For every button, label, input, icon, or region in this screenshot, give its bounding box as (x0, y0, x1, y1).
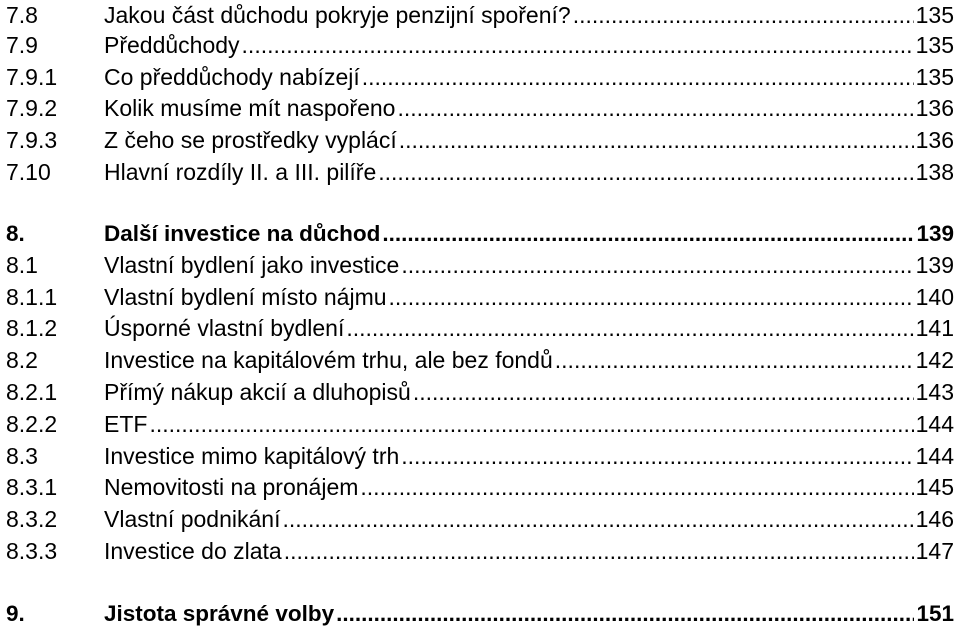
toc-entry[interactable] (0, 125, 960, 156)
toc-entry-body (104, 598, 960, 629)
toc-entry-title: Vlastní bydlení jako investice (104, 252, 400, 278)
toc-entry-page-number: 135 (915, 32, 954, 58)
toc-entry-number: 8.2 (6, 347, 38, 373)
dot-leader (401, 441, 913, 472)
toc-entry[interactable] (0, 345, 960, 376)
dot-leader (401, 250, 913, 281)
dot-leader (555, 345, 914, 376)
toc-entry-body (104, 536, 960, 567)
toc-entry-body (104, 441, 960, 472)
dot-leader (362, 62, 914, 93)
toc-entry-title: Jakou část důchodu pokryje penzijní spoření? (104, 2, 571, 28)
dot-leader (397, 93, 913, 124)
toc-entry-body (104, 0, 960, 31)
toc-entry-number: 7.8 (6, 2, 38, 28)
dot-leader (336, 598, 914, 629)
toc-entry-page-number: 136 (915, 127, 954, 153)
toc-entry-number: 8.2.1 (6, 379, 58, 405)
toc-entry-page-number: 146 (915, 506, 954, 532)
toc-entry[interactable] (0, 250, 960, 281)
toc-entry[interactable] (0, 218, 960, 249)
toc-entry-page-number: 151 (916, 601, 954, 626)
toc-entry[interactable] (0, 441, 960, 472)
toc-entry-title: Investice mimo kapitálový trh (104, 443, 400, 469)
toc-entry[interactable] (0, 30, 960, 61)
toc-entry-title: Vlastní podnikání (104, 506, 281, 532)
toc-entry-title: Z čeho se prostředky vyplácí (104, 127, 397, 153)
toc-entry-title: Přímý nákup akcií a dluhopisů (104, 379, 411, 405)
dot-leader (573, 0, 914, 31)
toc-entry[interactable] (0, 598, 960, 629)
toc-entry-body (104, 218, 960, 249)
dot-leader (382, 218, 914, 249)
toc-entry-number: 7.9.2 (6, 95, 58, 121)
toc-entry-body (104, 157, 960, 188)
toc-entry-number: 7.10 (6, 159, 51, 185)
toc-entry-page-number: 140 (915, 284, 954, 310)
toc-entry-title: Co předdůchody nabízejí (104, 64, 360, 90)
toc-entry-body (104, 62, 960, 93)
toc-entry[interactable] (0, 313, 960, 344)
toc-entry-title: Předdůchody (104, 32, 240, 58)
dot-leader (242, 30, 914, 61)
toc-entry-title: Investice na kapitálovém trhu, ale bez fondů (104, 347, 553, 373)
toc-entry-title: Nemovitosti na pronájem (104, 474, 359, 500)
toc-entry-page-number: 138 (915, 159, 954, 185)
dot-leader (360, 472, 913, 503)
toc-entry-number: 8.3.3 (6, 538, 58, 564)
toc-entry-page-number: 142 (915, 347, 954, 373)
dot-leader (399, 125, 914, 156)
toc-entry-number: 7.9.1 (6, 64, 58, 90)
toc-entry[interactable] (0, 157, 960, 188)
toc-entry-page-number: 136 (915, 95, 954, 121)
toc-entry[interactable] (0, 0, 960, 31)
toc-entry[interactable] (0, 472, 960, 503)
toc-entry-title: Další investice na důchod (104, 221, 381, 246)
toc-entry[interactable] (0, 93, 960, 124)
dot-leader (149, 409, 913, 440)
toc-entry-number: 8.1 (6, 252, 38, 278)
toc-entry-number: 8.1.1 (6, 284, 58, 310)
toc-entry-body (104, 472, 960, 503)
toc-entry-body (104, 504, 960, 535)
toc-entry[interactable] (0, 409, 960, 440)
toc-entry-body (104, 125, 960, 156)
dot-leader (378, 157, 913, 188)
toc-entry-number: 8.3.2 (6, 506, 58, 532)
toc-entry-page-number: 139 (916, 221, 954, 246)
toc-entry-title: Úsporné vlastní bydlení (104, 315, 345, 341)
dot-leader (413, 377, 914, 408)
toc-entry-page-number: 144 (915, 443, 954, 469)
toc-entry-title: Jistota správné volby (104, 601, 335, 626)
dot-leader (284, 536, 914, 567)
toc-entry-number: 8. (6, 221, 25, 246)
toc-entry-page-number: 141 (915, 315, 954, 341)
toc-entry-number: 7.9 (6, 32, 38, 58)
toc-entry-body (104, 282, 960, 313)
toc-entry-title: ETF (104, 411, 148, 437)
toc-entry-number: 8.2.2 (6, 411, 58, 437)
toc-entry-page-number: 139 (915, 252, 954, 278)
toc-entry-number: 8.3 (6, 443, 38, 469)
dot-leader (389, 282, 914, 313)
toc-entry-title: Kolik musíme mít naspořeno (104, 95, 396, 121)
toc-entry-body (104, 409, 960, 440)
dot-leader (346, 313, 913, 344)
toc-entry-body (104, 345, 960, 376)
toc-entry-page-number: 147 (915, 538, 954, 564)
toc-entry-number: 8.3.1 (6, 474, 58, 500)
toc-entry-title: Vlastní bydlení místo nájmu (104, 284, 387, 310)
toc-entry-body (104, 30, 960, 61)
toc-entry-page-number: 135 (915, 64, 954, 90)
toc-entry-body (104, 250, 960, 281)
toc-entry-page-number: 144 (915, 411, 954, 437)
toc-entry-number: 7.9.3 (6, 127, 58, 153)
toc-entry[interactable] (0, 62, 960, 93)
toc-entry-page-number: 143 (915, 379, 954, 405)
toc-entry[interactable] (0, 377, 960, 408)
dot-leader (282, 504, 913, 535)
toc-entry[interactable] (0, 536, 960, 567)
toc-entry[interactable] (0, 282, 960, 313)
toc-entry-body (104, 313, 960, 344)
toc-entry[interactable] (0, 504, 960, 535)
toc-entry-body (104, 377, 960, 408)
toc-entry-body (104, 93, 960, 124)
toc-entry-page-number: 135 (915, 2, 954, 28)
toc-entry-number: 9. (6, 601, 25, 626)
toc-entry-number: 8.1.2 (6, 315, 58, 341)
toc-entry-page-number: 145 (915, 474, 954, 500)
toc-entry-title: Investice do zlata (104, 538, 282, 564)
toc-entry-title: Hlavní rozdíly II. a III. pilíře (104, 159, 377, 185)
